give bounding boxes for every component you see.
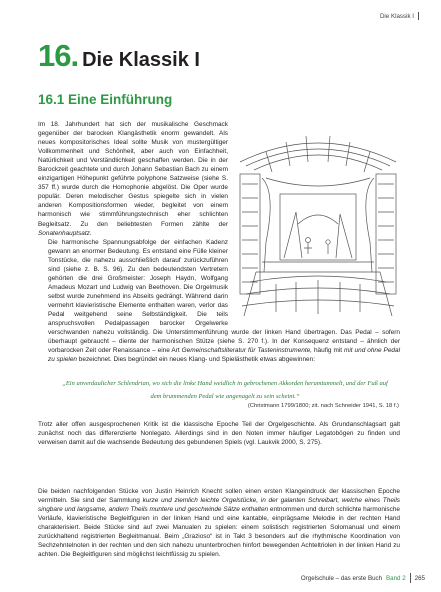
knecht-text-1: Die beiden nachfolgenden Stücke von Justin Heinrich Knecht sollen einen ersten Klangeindruck der klassischen Epoche vermitteln. Sie sind der Sammlung [38,488,400,505]
block-quote: „Ein unverdaulicher Schlendrian, wo sich die linke Hand weidlich in gebrochenen Akkorden herumtummelt, und der Fuß auf dem brummenden Pedal wie angenagelt zu sein scheint.“ [62,380,388,400]
chapter-heading [38,38,200,74]
running-head-divider [418,12,419,20]
intro-text-1: Im 18. Jahrhundert hat sich der musikalische Geschmack gegenüber der barocken Klangästhetik enorm gewandelt. Als neues kompositorisches Ideal sollte Musik von mustergültiger Vollkommenheit und Schönheit, aber auch von Einfachheit, Natürlichkeit und Verständlichkeit geschaffen werden. Die in der Barockzeit geachtete und durch Johann Sebastian Bach zu einem einzigartigen Höhepunkt geführte polyphone Satzweise (siehe S. 357 ff.) wurde durch die Homophonie abgelöst. Die Oper wurde populär. Deren melodischer Gestus spiegelte sich in vielen anderen Kompositionsformen wieder, begleitet von einem harmonisch wie stimmführungstechnisch eher schlichten Begleitsatz. Zu den beliebtesten Formen zählte der [38,121,228,228]
page-footer [301,573,425,583]
footer-divider [410,573,411,583]
chapter-number: 16. [38,38,79,73]
section-heading: 16.1 Eine Einführung [38,92,173,107]
footer-band: Band 2 [386,574,406,582]
page-number: 265 [414,574,425,582]
chapter-title: Die Klassik I [82,49,200,71]
intro-text-4: bezeichnet. Dies begründet ein neues Klang- und Spielästhetik etwas abgewinnen: [77,356,315,364]
intro-paragraph [38,120,400,364]
criticism-paragraph: Trotz aller offen ausgesprochenen Kritik ist die klassische Epoche Teil der Orgelgeschichte. Als Grundanschlagsart galt zunächst noch das differenzierte Nonlegato. Allerdings sind in den Noten immer häufiger Legatobögen zu finden und verweisen damit auf die wachsende Bedeutung des gebundenen Spiels (vgl. Laukvik 2000, S. 275). [38,421,400,447]
knecht-text-2: entnommen und durch schlichte harmonische Verläufe, klavieristische Begleitfiguren in der linken Hand und eine kantable, einprägsame Melodie in der rechten Hand charakterisiert. Beide Stücke sind auf zwei Manualen zu spielen: einem solistisch registrierten Solomanual und einem zurückhaltend registrierten Begleitmanual. Beim „Grazioso“ ist in Takt 3 besonders auf die rhythmische Koordination von Sechzehntelnoten in der rechten und den sich nahezu ununterbrochen hinfort bewegenden Achteltriolen in der linken Hand zu achten. Die Begleitfiguren sind möglichst leichtfüssig zu spielen. [38,506,400,559]
footer-book-title: Orgelschule – das erste Buch [300,574,383,582]
opera-house-illustration [236,122,400,318]
intro-emphasis-sonata: Sonatenhauptsatz. [38,229,92,237]
running-head [380,12,419,20]
intro-text-2-body: Die harmonische Spannungsabfolge der einfachen Kadenz gewann an enormer Bedeutung. Es entstand eine Fülle kleiner Tonstücke, die nahezu ausschließlich darauf zurückzuführen sind (siehe z. B. S. 96). Zu den bedeutendsten Vertretern gehörten die drei Großmeister: Joseph Haydn, Wolfgang Amadeus Mozart und Ludwig van Beethoven. Die Orgelmusik selbst wurde zunehmend ins Abseits gedrängt. Während darin vermehrt klavieristische Elemente enthalten waren, verlor das Pedal weitgehend seine Selbständigkeit. Die teils anspruchsvollen Pedalpassagen barocker Orgelwerke verschwanden nahezu vollständig. Die Unterstimmenführung wurde der linken Hand übertragen. Das Pedal – sofern überhaupt gebraucht – diente der harmonischen Stütze (siehe S. 270 f.). In der Konsequenz entstand – ähnlich der vorbarocken Zeit oder Renaissance – eine Art [48,238,400,355]
running-head-text: Die Klassik I [379,12,414,20]
intro-emphasis-pedal: mit und ohne Pedal zu spielen [48,347,400,364]
knecht-collection-title: kurze und ziemlich leichte Orgelstücke, in der galanten Schreibart, welche eines Theils singbare und langsame, andern Theils muntere und geschwinde Sätze enthalten [38,497,400,514]
knecht-paragraph [38,487,400,559]
quote-source: (Christmann 1799/1800; zit. nach Schneider 1941, S. 18 f.) [247,403,399,409]
intro-text-3: häufig mit [311,347,344,355]
intro-emphasis-literature: Gemeinschaftsliteratur für Tasteninstrumente, [181,347,312,355]
